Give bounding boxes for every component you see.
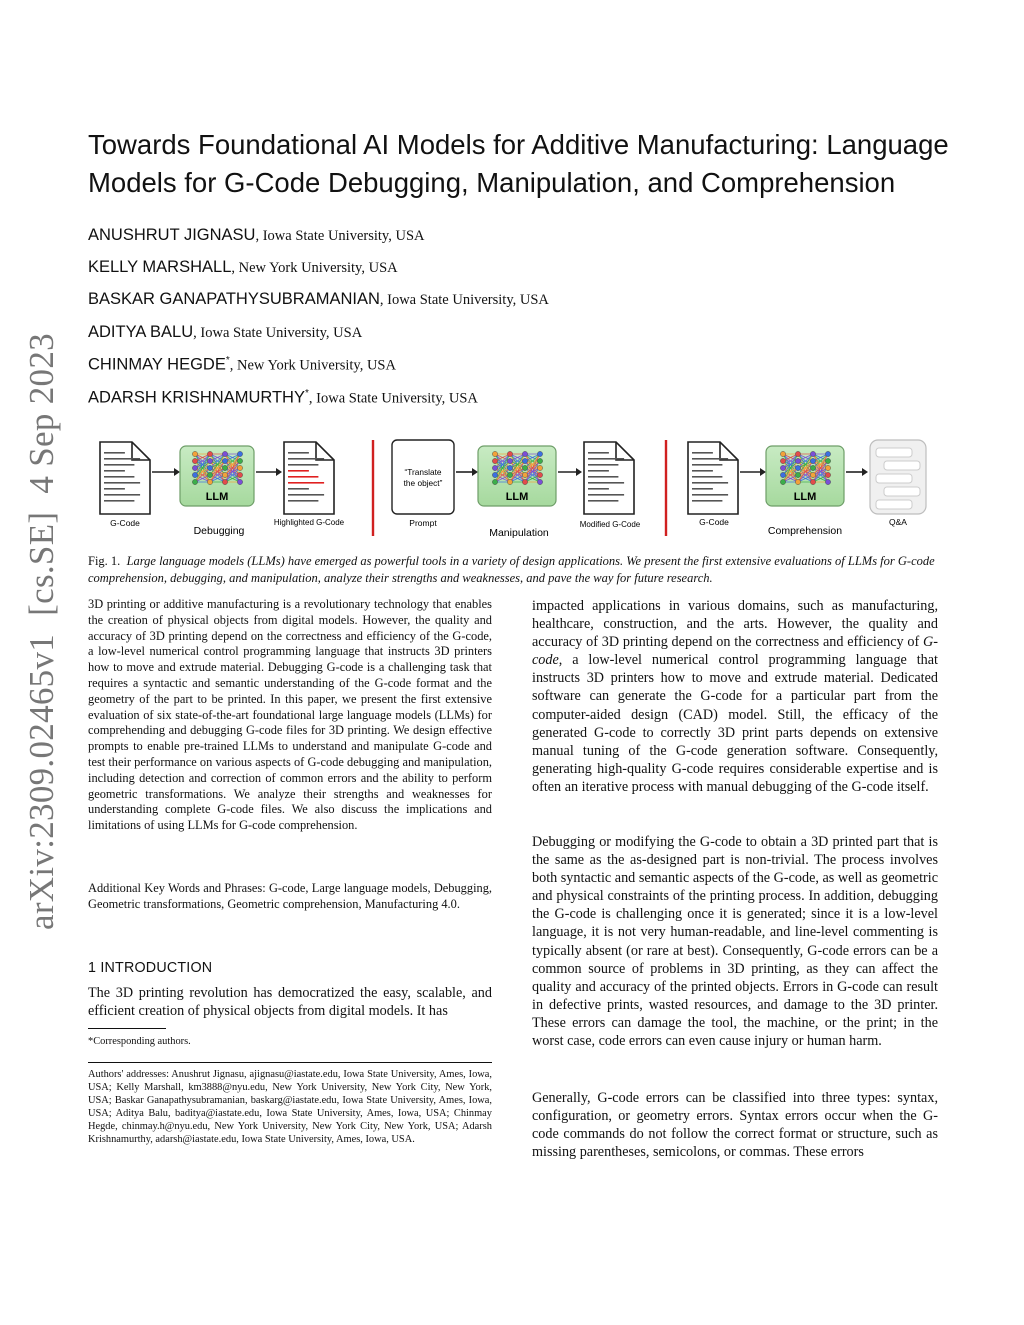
nn-node [492,472,497,477]
corresponding-mark: * [225,355,230,366]
code-line [692,452,713,454]
intro-paragraph-2 [532,597,938,796]
author-affiliation: , Iowa State University, USA [308,390,478,407]
nn-node [222,479,227,484]
code-line [104,500,134,502]
code-line [288,476,318,478]
code-line [104,464,134,466]
code-line [104,494,140,496]
code-line [588,482,624,484]
nn-node [522,465,527,470]
nn-node [522,472,527,477]
nn-node [810,451,815,456]
label-gcode-1: G-Code [110,518,140,528]
code-line [692,488,713,490]
caption-text: Large language models (LLMs) have emerged as powerful tools in a variety of design applications. We present the first extensive evaluations of LLMs for G-code comprehension, debugging, and manipulation, analyze their strengths and weaknesses, and pave the way for future research. [88,554,935,585]
nn-node [825,451,830,456]
code-line [588,452,609,454]
nn-node [192,479,197,484]
nn-node [192,465,197,470]
nn-node [207,479,212,484]
code-line [588,494,624,496]
author-name: BASKAR GANAPATHYSUBRAMANIAN [88,290,380,308]
code-line [588,464,618,466]
nn-node [780,465,785,470]
label-gcode-2: G-Code [699,517,729,527]
author-6 [88,388,478,408]
code-line [588,458,624,460]
code-line [692,458,728,460]
author-addresses: Authors' addresses: Anushrut Jignasu, ajignasu@iastate.edu, Iowa State University, Ames, Iowa, USA; Kelly Marshall, km3888@nyu.edu, New York University, New York City, New York, USA; Baskar Ganapathysubramanian, baskarg@iastate.edu, Iowa State University, Ames, Iowa, USA; Aditya Balu, baditya@iastate.edu, Iowa State University, Ames, Iowa, USA; Chinmay Hegde, chinmay.h@nyu.edu, New York University, New York City, New York, USA; Adarsh Krishnamurthy, adarsh@iastate.edu, Iowa State University, Ames, Iowa, USA. [88,1069,492,1145]
label-modified-gcode: Modified G-Code [579,520,641,529]
nn-node [522,479,527,484]
code-line [288,452,309,454]
nn-node [795,451,800,456]
intro-paragraph-3: Debugging or modifying the G-code to obtain a 3D printed part that is the same as the as-designed part is non-trivial. The process involves both syntactic and semantic aspects of the G-code, as well as geometric and physical constraints of the printing process. In addition, debugging the G-code is challenging once it is generated; since it is a low-level language, it is not very human-readable, and line-level commenting is typically absent (or rare at best). Consequently, G-code errors can be a common source of problems in 3D printing, as they can affect the quality and accuracy of the printed objects. Errors in G-code can result in defective prints, wasted resources, and damage to the 3D printer. These errors can damage the tool, the machine, or the print; in the worst case, code errors can even cause injury or human harm. [532,834,938,1050]
nn-node [795,465,800,470]
figure-1 [88,430,940,545]
code-line [692,476,722,478]
code-line [692,494,728,496]
nn-node [207,458,212,463]
label-manipulation: Manipulation [489,527,549,539]
footnote-corresponding: *Corresponding authors. [88,1036,191,1047]
arrowhead-4 [576,468,582,476]
author-3 [88,290,549,309]
author-affiliation: , New York University, USA [229,357,396,374]
label-debugging: Debugging [193,525,245,537]
nn-node [810,465,815,470]
author-name: ADITYA BALU [88,323,194,341]
nn-node [237,458,242,463]
prompt-text-1: “Translate [404,467,442,477]
nn-node [507,472,512,477]
nn-node [237,472,242,477]
code-line [588,488,609,490]
doc-gcode-input-2 [688,442,738,514]
footnote-rule [88,1028,166,1029]
nn-node [537,458,542,463]
code-line [104,470,125,472]
abstract: 3D printing or additive manufacturing is a revolutionary technology that enables the creation of physical objects from digital models. However, the quality and accuracy of 3D printing depend on the correctness and efficiency of the G-code, a low-level numerical control programming language that instructs 3D printers how to move and extrude material. Debugging G-code is a challenging task that requires a syntactic and semantic understanding of the G-code format and the geometry of the part to be printed. In this paper, we present the first extensive evaluation of six state-of-the-art foundational large language models (LLMs) for comprehending and debugging G-code files for 3D printing. We design effective prompts to enable pre-trained LLMs to understand and manipulate G-code and test their performance on various aspects of G-code debugging and manipulation, including detection and correction of common errors and the ability to perform geometric transformations. We analyze their strengths and weaknesses for understanding complete G-code files. We also discuss the implications and limitations of using LLMs for G-code comprehension. [88,597,492,833]
arxiv-identifier: arXiv:2309.02465v1 [cs.SE] 4 Sep 2023 [22,333,61,930]
label-comprehension: Comprehension [767,525,843,537]
label-qa: Q&A [889,517,907,527]
code-line [588,476,618,478]
code-line [104,482,140,484]
corresponding-mark: * [304,388,309,399]
nn-node [192,458,197,463]
nn-node [192,451,197,456]
author-affiliation: , Iowa State University, USA [255,228,425,244]
code-line [288,482,324,484]
nn-node [237,451,242,456]
code-line [692,464,722,466]
author-1 [88,226,424,245]
label-highlighted-gcode: Highlighted G-Code [273,518,345,527]
code-line [104,458,140,460]
nn-node [507,479,512,484]
nn-node [810,479,815,484]
llm-label-1: LLM [205,491,229,503]
nn-node [492,465,497,470]
address-rule [88,1062,492,1063]
author-affiliation: , Iowa State University, USA [379,292,549,308]
label-prompt: Prompt [409,518,437,528]
nn-node [795,472,800,477]
llm-label-3: LLM [793,491,817,503]
nn-node [537,451,542,456]
intro-paragraph-4: Generally, G-code errors can be classified into three types: syntax, configuration, or geometry errors. Syntax errors occur when the G-code commands do not follow the correct format or structure, such as missing parentheses, semicolons, or commas. These errors [532,1090,938,1161]
author-5 [88,355,396,375]
author-affiliation: , Iowa State University, USA [193,325,363,341]
author-name: CHINMAY HEGDE [88,355,226,374]
nn-node [780,479,785,484]
doc-highlighted-gcode [284,442,334,514]
nn-node [522,458,527,463]
paper-title: Towards Foundational AI Models for Additive Manufacturing: Language Models for G-Code Debugging, Manipulation, and Comprehension [88,129,949,198]
code-line [692,470,713,472]
code-line [692,500,722,502]
author-name: KELLY MARSHALL [88,258,232,276]
arrowhead-5 [760,468,766,476]
arrowhead-3 [472,468,478,476]
nn-node [207,451,212,456]
arrowhead-2 [276,468,282,476]
intro-paragraph-1: The 3D printing revolution has democratized the easy, scalable, and efficient creation of physical objects from digital models. It has [88,985,492,1020]
nn-node [207,472,212,477]
prompt-text-2: the object” [403,478,443,488]
code-line [288,458,324,460]
nn-node [507,458,512,463]
nn-node [780,458,785,463]
author-affiliation: , New York University, USA [231,260,398,276]
nn-node [780,472,785,477]
author-2 [88,258,398,277]
nn-node [825,458,830,463]
code-line [104,452,125,454]
p2-emphasis: G-code [532,634,938,669]
code-line [288,470,309,472]
author-4 [88,323,362,342]
code-line [692,482,728,484]
nn-node [237,479,242,484]
nn-node [780,451,785,456]
qa-chat-icon [870,440,926,514]
nn-node [222,458,227,463]
nn-node [537,465,542,470]
figure-caption [88,553,940,586]
nn-node [492,479,497,484]
code-line [288,464,318,466]
doc-modified-gcode [584,442,634,514]
code-line [288,488,309,490]
nn-node [825,479,830,484]
prompt-box [392,440,454,514]
code-line [588,470,609,472]
nn-node [222,472,227,477]
doc-gcode-input-1 [100,442,150,514]
caption-label: Fig. 1. [88,554,121,568]
llm-label-2: LLM [505,491,529,503]
nn-node [795,458,800,463]
arrowhead-1 [174,468,180,476]
llm-block-debugging [180,446,254,506]
nn-node [537,479,542,484]
nn-node [810,472,815,477]
nn-node [492,451,497,456]
nn-node [537,472,542,477]
nn-node [222,465,227,470]
author-name: ADARSH KRISHNAMURTHY [88,388,305,407]
code-line [288,500,318,502]
p2-part-b: , a low-level numerical control programming language that instructs 3D printers how to move and extrude material. Dedicated software can generate the G-code for a particular part from the computer-aided design (CAD) model. Still, the efficacy of the generated G-code to correctly 3D print parts depends on extensive manual tuning of the G-code generation software. Consequently, generating high-quality G-code requires considerable expertise and is often an iterative process with manual debugging of the G-code itself. [532,652,938,795]
code-line [104,476,134,478]
author-name: ANUSHRUT JIGNASU [88,226,256,244]
code-line [104,488,125,490]
nn-node [507,465,512,470]
nn-node [825,465,830,470]
nn-node [795,479,800,484]
arrowhead-6 [862,468,868,476]
nn-node [207,465,212,470]
nn-node [192,472,197,477]
section-heading-introduction: 1 INTRODUCTION [88,960,213,976]
nn-node [825,472,830,477]
llm-block-comprehension [766,446,844,506]
llm-block-manipulation [478,446,556,506]
nn-node [507,451,512,456]
keywords: Additional Key Words and Phrases: G-code, Large language models, Debugging, Geometric transformations, Geometric comprehension, Manufacturing 4.0. [88,881,492,911]
code-line [288,494,324,496]
nn-node [237,465,242,470]
nn-node [492,458,497,463]
p2-part-a: impacted applications in various domains, such as manufacturing, healthcare, construction, and the arts. However, the quality and accuracy of 3D printing depend on the correctness and efficiency of [532,598,938,651]
code-line [588,500,618,502]
nn-node [522,451,527,456]
nn-node [810,458,815,463]
nn-node [222,451,227,456]
